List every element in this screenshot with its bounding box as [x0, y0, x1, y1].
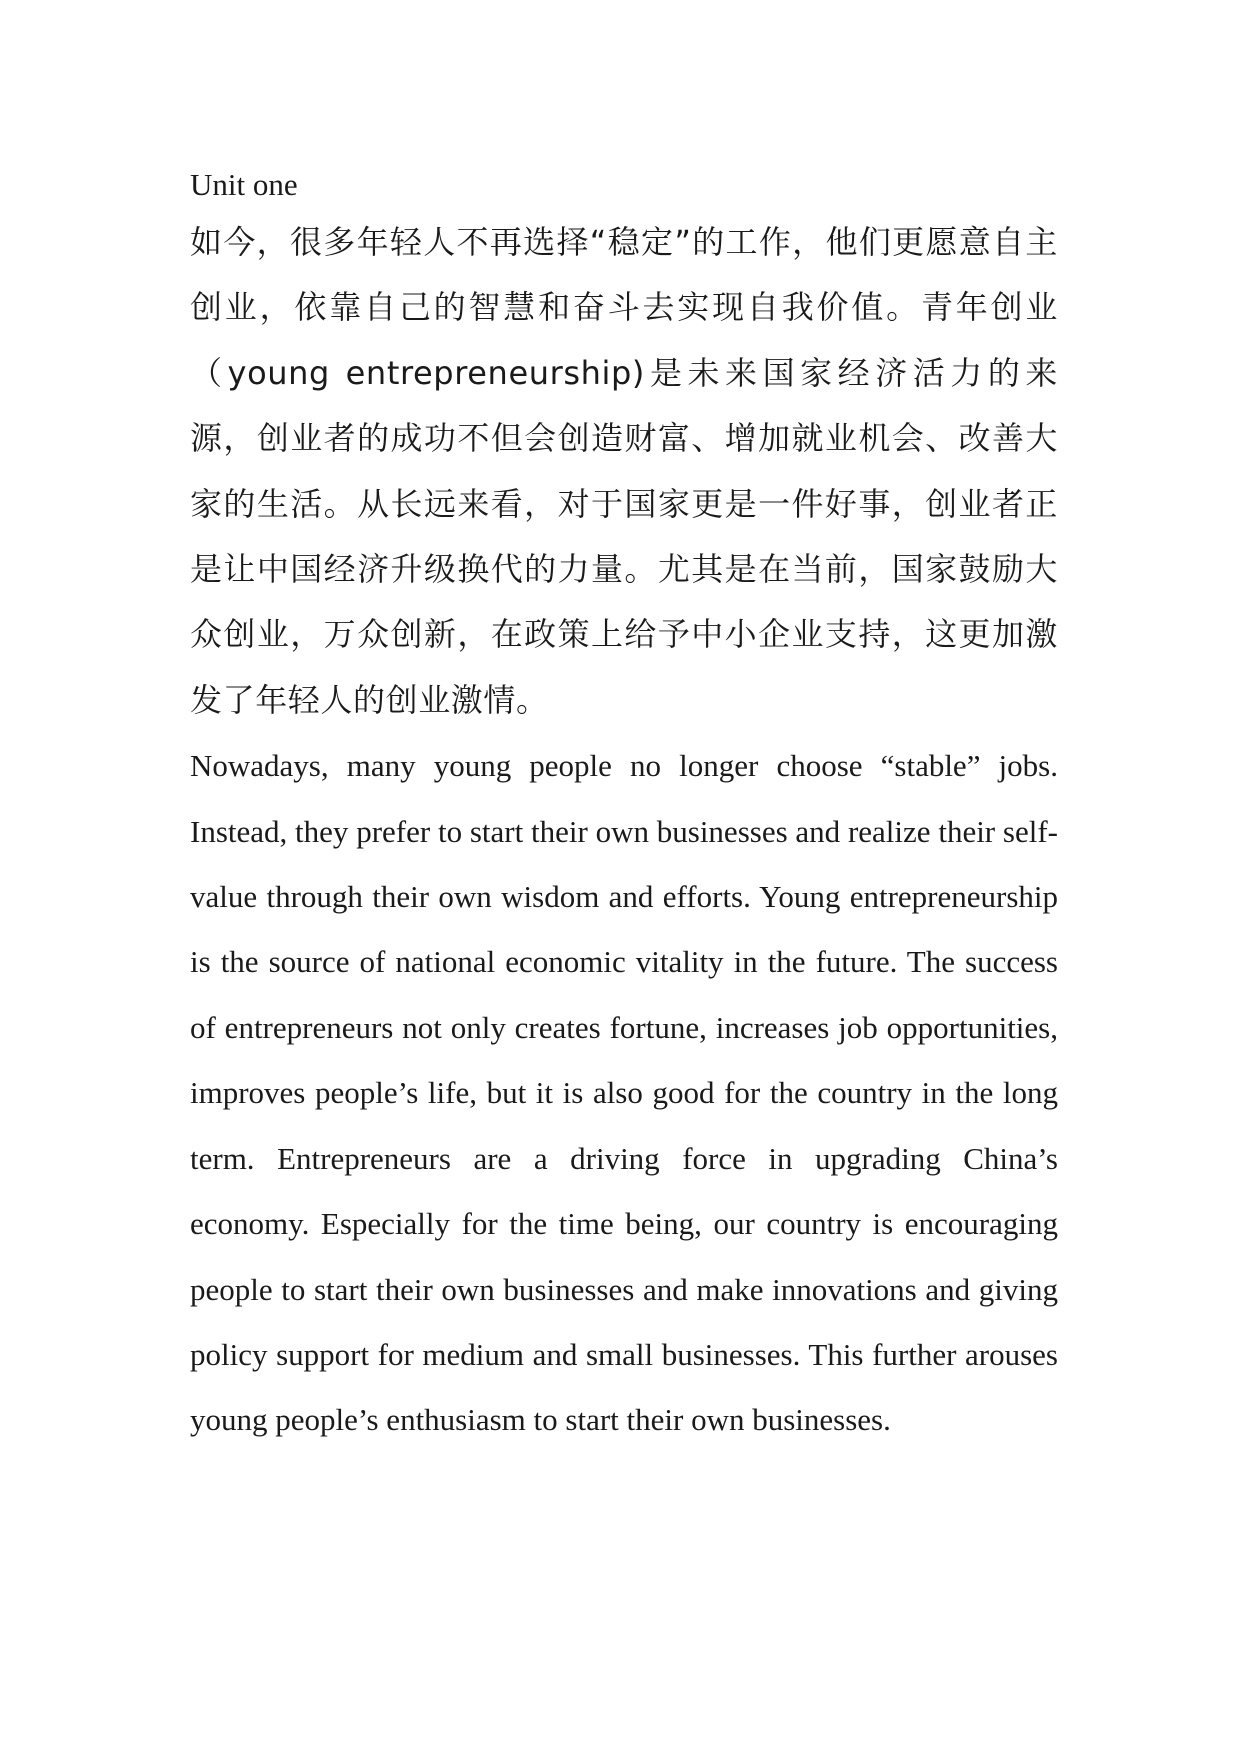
english-paragraph: Nowadays, many young people no longer choose “stable” jobs. Instead, they prefer to start their own businesses and realize their self-value through their own wisdom and efforts. Young entrepreneurship is the source of national economic vitality in the future. The success of entrepreneurs not only creates fortune, increases job opportunities, improves people’s life, but it is also good for the country in the long term. Entrepreneurs are a driving force in upgrading China’s economy. Especially for the time being, our country is encouraging people to start their own businesses and make innovations and giving policy support for medium and small businesses. This further arouses young people’s enthusiasm to start their own businesses. — [190, 748, 1058, 1438]
chinese-paragraph: 如今，很多年轻人不再选择“稳定”的工作，他们更愿意自主创业，依靠自己的智慧和奋斗去实现自我价值。青年创业（young entrepreneurship)是未来国家经济活力的来源，创业者的成功不但会创造财富、增加就业机会、改善大家的生活。从长远来看，对于国家更是一件好事，创业者正是让中国经济升级换代的力量。尤其是在当前，国家鼓励大众创业，万众创新，在政策上给予中小企业支持，这更加激发了年轻人的创业激情。 — [190, 223, 1058, 719]
unit-title: Unit one — [190, 167, 298, 202]
document-body — [190, 160, 1058, 1453]
